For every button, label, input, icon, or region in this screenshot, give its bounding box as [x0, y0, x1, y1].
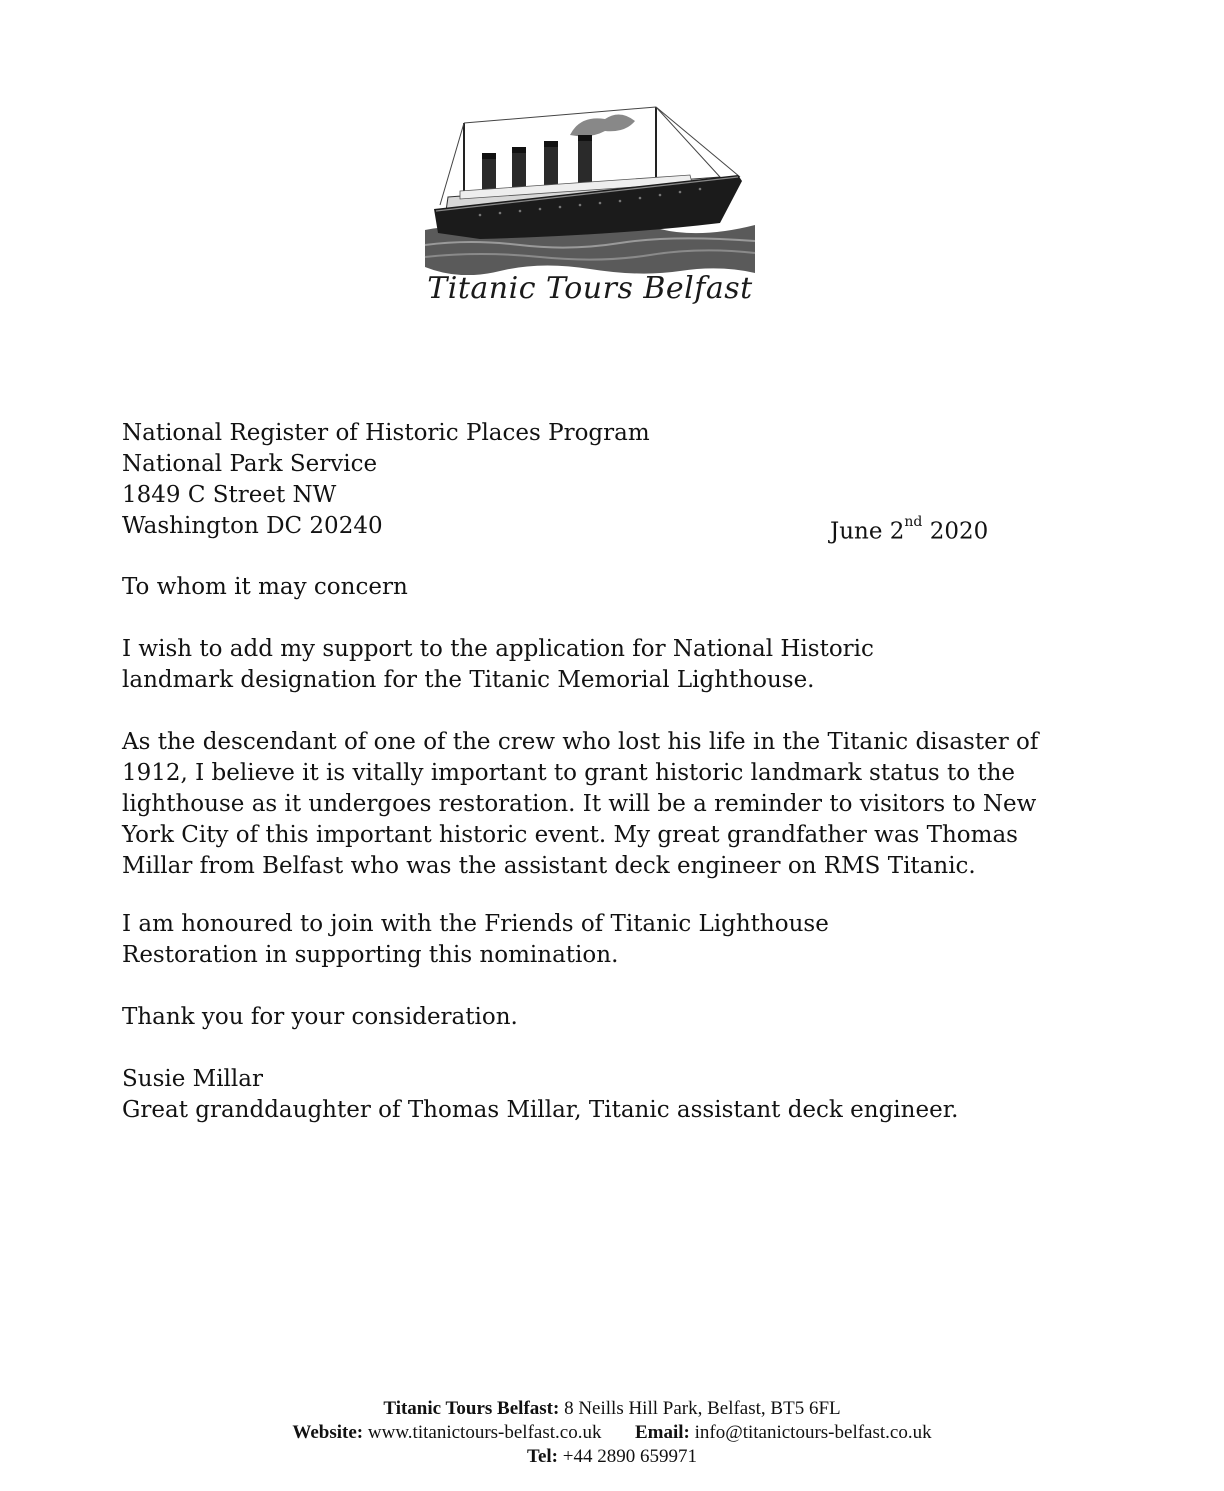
signature-block [122, 1064, 1052, 1126]
footer-company-address: 8 Neills Hill Park, Belfast, BT5 6FL [564, 1398, 841, 1419]
signature-name: Susie Millar [122, 1066, 263, 1092]
footer-website-label: Website: [292, 1422, 364, 1443]
footer-tel-line [0, 1445, 1224, 1469]
footer-website-link[interactable]: www.titanictours-belfast.co.uk [367, 1422, 602, 1443]
signature-title: Great granddaughter of Thomas Millar, Titanic assistant deck engineer. [122, 1097, 959, 1123]
footer-tel-value[interactable]: +44 2890 659971 [562, 1446, 697, 1467]
date-suffix: nd [904, 514, 923, 530]
letter-date [830, 511, 988, 548]
body-paragraph: As the descendant of one of the crew who lost his life in the Titanic disaster of 1912, I believe it is vitally important to grant historic landmark status to the lighthouse as it undergoes restoration. It will be a reminder to visitors to New York City of this important historic event. My great grandfather was Thomas Millar from Belfast who was the assistant deck engineer on RMS Titanic. [122, 729, 1039, 879]
footer-contact-line [0, 1421, 1224, 1445]
footer-address-line [0, 1397, 1224, 1421]
footer-tel-label: Tel: [527, 1446, 558, 1467]
footer-company-label: Titanic Tours Belfast: [383, 1398, 560, 1419]
footer [0, 1397, 1224, 1469]
footer-email-label: Email: [634, 1422, 690, 1443]
footer-email-link[interactable]: info@titanictours-belfast.co.uk [694, 1422, 932, 1443]
salutation: To whom it may concern [122, 574, 408, 600]
date-month-day: June 2 [830, 518, 905, 545]
recipient-line: 1849 C Street NW [122, 482, 337, 508]
recipient-line: Washington DC 20240 [122, 513, 383, 539]
body-paragraph: I wish to add my support to the application for National Historic landmark designation for the Titanic Memorial Lighthouse. [122, 636, 874, 693]
recipient-address [122, 418, 650, 542]
recipient-line: National Register of Historic Places Program [122, 420, 650, 446]
body-paragraph: I am honoured to join with the Friends of Titanic Lighthouse Restoration in supporting this nomination. [122, 911, 829, 968]
recipient-line: National Park Service [122, 451, 378, 477]
titanic-ship-illustration [420, 105, 760, 275]
letterhead-brand-script: Titanic Tours Belfast [427, 271, 753, 306]
date-year: 2020 [929, 518, 989, 545]
letterhead [420, 105, 760, 320]
closing: Thank you for your consideration. [122, 1004, 518, 1030]
